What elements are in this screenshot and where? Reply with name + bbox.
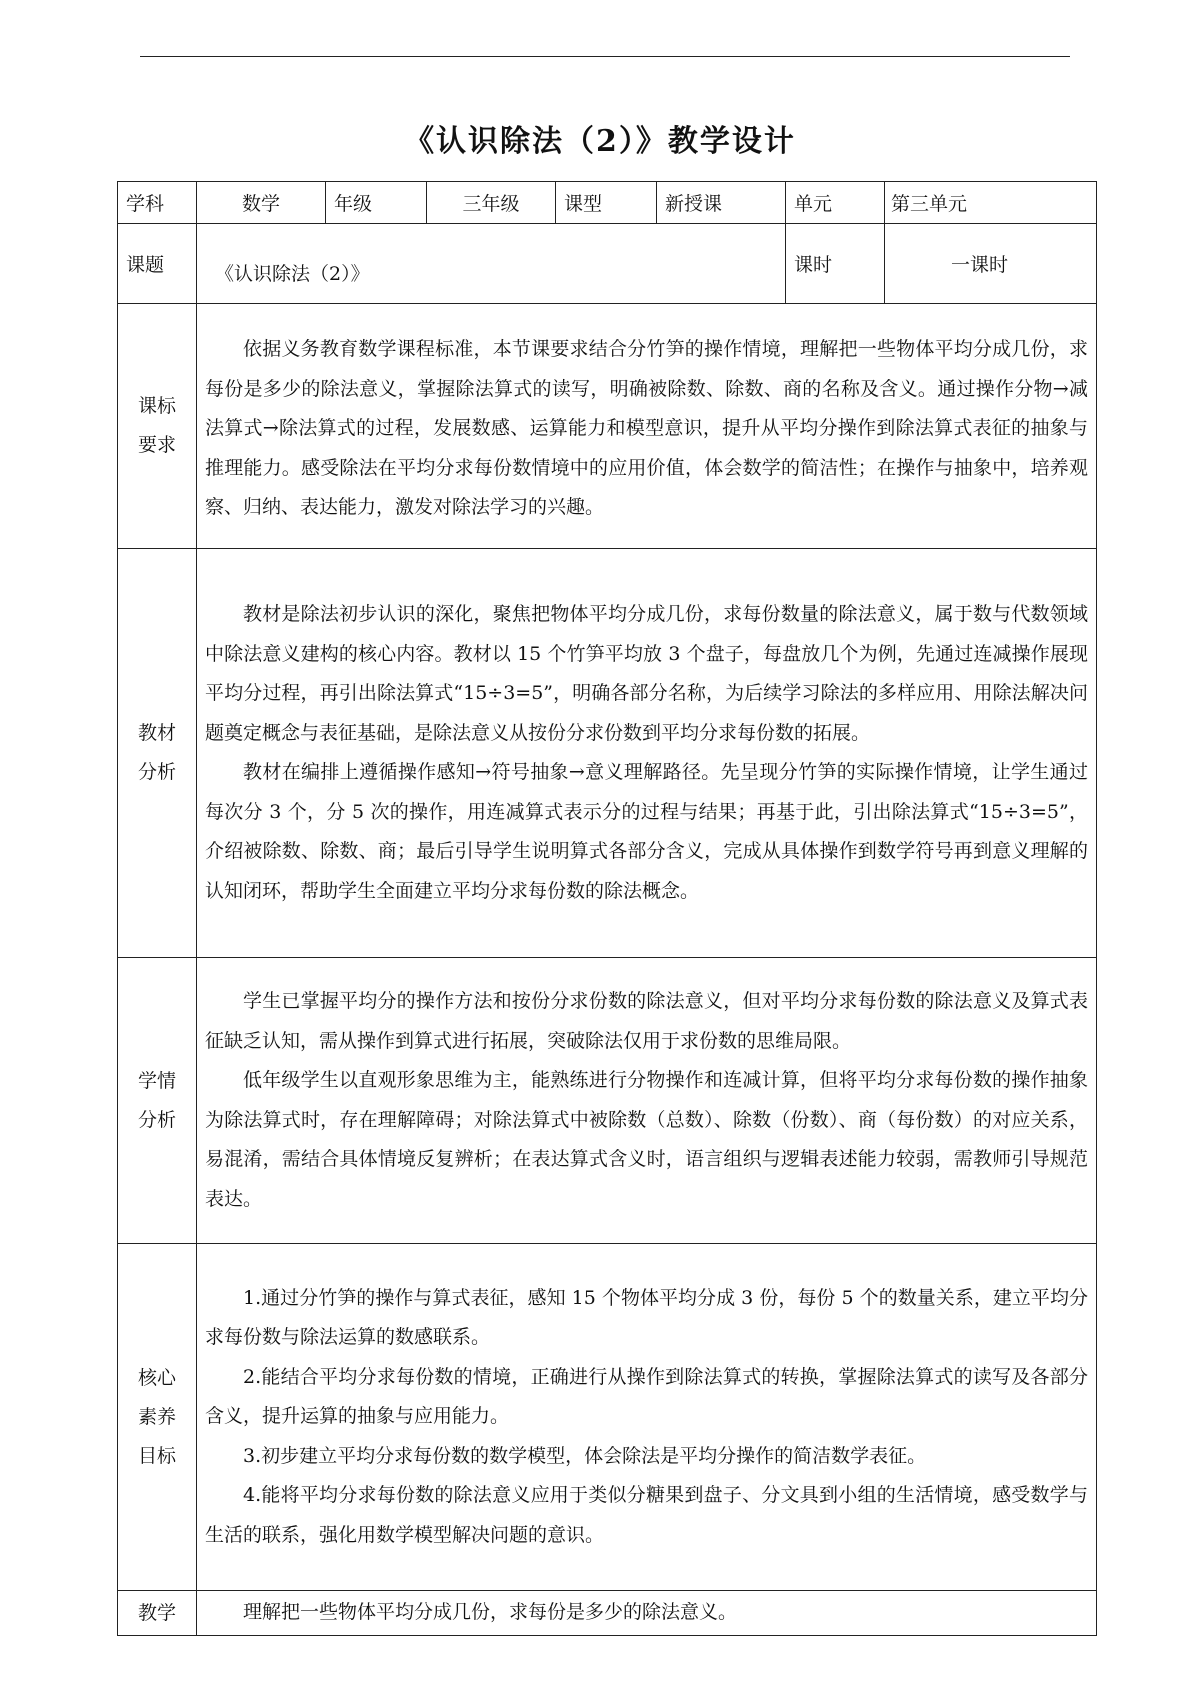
textbook-analysis-label: [118, 549, 197, 958]
learner-analysis-label: [118, 958, 197, 1244]
paragraph: 依据义务教育数学课程标准，本节课要求结合分竹笋的操作情境，理解把一些物体平均分成几份，求每份是多少的除法意义，掌握除法算式的读写，明确被除数、除数、商的名称及含义。通过操作分物→减法算式→除法算式的过程，发展数感、运算能力和模型意识，提升从平均分操作到除法算式表征的抽象与推理能力。感受除法在平均分求每份数情境中的应用价值，体会数学的简洁性；在操作与抽象中，培养观察、归纳、表达能力，激发对除法学习的兴趣。: [205, 338, 1088, 519]
unit-value: 第三单元: [885, 182, 1097, 224]
label-line: 教材: [137, 722, 176, 744]
lesson-type-label: 课型: [556, 182, 657, 224]
paragraph: 2.能结合平均分求每份数的情境，正确进行从操作到除法算式的转换，掌握除法算式的读写及各部分含义，提升运算的抽象与应用能力。: [205, 1365, 1088, 1428]
lesson-type-value: 新授课: [657, 182, 786, 224]
header-rule: [140, 56, 1070, 57]
curriculum-standard-content: [197, 304, 1097, 549]
core-goals-label: [118, 1244, 197, 1591]
label-line: 要求: [137, 434, 176, 456]
teaching-focus-row: [118, 1591, 1097, 1636]
subject-value: 数学: [197, 182, 326, 224]
topic-row: [118, 224, 1097, 304]
period-value: 一课时: [885, 224, 1097, 304]
paragraph: 1.通过分竹笋的操作与算式表征，感知 15 个物体平均分成 3 份，每份 5 个的数量关系，建立平均分求每份数与除法运算的数感联系。: [205, 1286, 1088, 1349]
topic-label: 课题: [118, 224, 197, 304]
grade-value: 三年级: [427, 182, 556, 224]
teaching-focus-label: [118, 1591, 197, 1636]
label-line: 核心: [137, 1366, 176, 1389]
core-goals-row: [118, 1244, 1097, 1591]
paragraph: 学生已掌握平均分的操作方法和按份分求份数的除法意义，但对平均分求每份数的除法意义及算式表征缺乏认知，需从操作到算式进行拓展，突破除法仅用于求份数的思维局限。: [205, 990, 1088, 1052]
learner-analysis-content: [197, 958, 1097, 1244]
paragraph: 教材是除法初步认识的深化，聚焦把物体平均分成几份，求每份数量的除法意义，属于数与代数领域中除法意义建构的核心内容。教材以 15 个竹笋平均放 3 个盘子，每盘放几个为例，先通过连减操作展现平均分过程，再引出除法算式“15÷3=5”，明确各部分名称，为后续学习除法的多样应用、用除法解决问题奠定概念与表征基础，是除法意义从按份分求份数到平均分求每份数的拓展。: [205, 603, 1088, 744]
document-title: 《认识除法（2）》教学设计: [404, 124, 796, 159]
textbook-analysis-content: [197, 549, 1097, 958]
period-label: 课时: [786, 224, 885, 304]
paragraph: 4.能将平均分求每份数的除法意义应用于类似分糖果到盘子、分文具到小组的生活情境，感受数学与生活的联系，强化用数学模型解决问题的意识。: [205, 1484, 1088, 1546]
topic-value: 《认识除法（2）》: [197, 224, 786, 304]
core-goals-content: [197, 1244, 1097, 1591]
paragraph: 低年级学生以直观形象思维为主，能熟练进行分物操作和连减计算，但将平均分求每份数的操作抽象为除法算式时，存在理解障碍；对除法算式中被除数（总数）、除数（份数）、商（每份数）的对应关系，易混淆，需结合具体情境反复辨析；在表达算式含义时，语言组织与逻辑表述能力较弱，需教师引导规范表达。: [205, 1069, 1088, 1210]
teaching-focus-content: [197, 1591, 1097, 1636]
lesson-plan-table: [117, 181, 1097, 1636]
label-line: 目标: [137, 1444, 176, 1467]
info-row: [118, 182, 1097, 224]
subject-label: 学科: [118, 182, 197, 224]
curriculum-standard-label: [118, 304, 197, 549]
label-line: 课标: [137, 395, 176, 417]
unit-label: 单元: [786, 182, 885, 224]
textbook-analysis-row: [118, 549, 1097, 958]
paragraph: 理解把一些物体平均分成几份，求每份是多少的除法意义。: [243, 1601, 738, 1624]
label-line: 素养: [137, 1405, 176, 1428]
label-line: 分析: [137, 1108, 176, 1131]
label-line: 学情: [137, 1069, 176, 1092]
curriculum-standard-row: [118, 304, 1097, 549]
label-line: 分析: [137, 761, 176, 783]
grade-label: 年级: [326, 182, 427, 224]
paragraph: 3.初步建立平均分求每份数的数学模型，体会除法是平均分操作的简洁数学表征。: [243, 1444, 927, 1467]
paragraph: 教材在编排上遵循操作感知→符号抽象→意义理解路径。先呈现分竹笋的实际操作情境，让学生通过每次分 3 个，分 5 次的操作，用连减算式表示分的过程与结果；再基于此，引出除法算式“15÷3=5”，介绍被除数、除数、商；最后引导学生说明算式各部分含义，完成从具体操作到数学符号再到意义理解的认知闭环，帮助学生全面建立平均分求每份数的除法概念。: [205, 761, 1088, 902]
learner-analysis-row: [118, 958, 1097, 1244]
label-line: 教学: [137, 1601, 176, 1624]
